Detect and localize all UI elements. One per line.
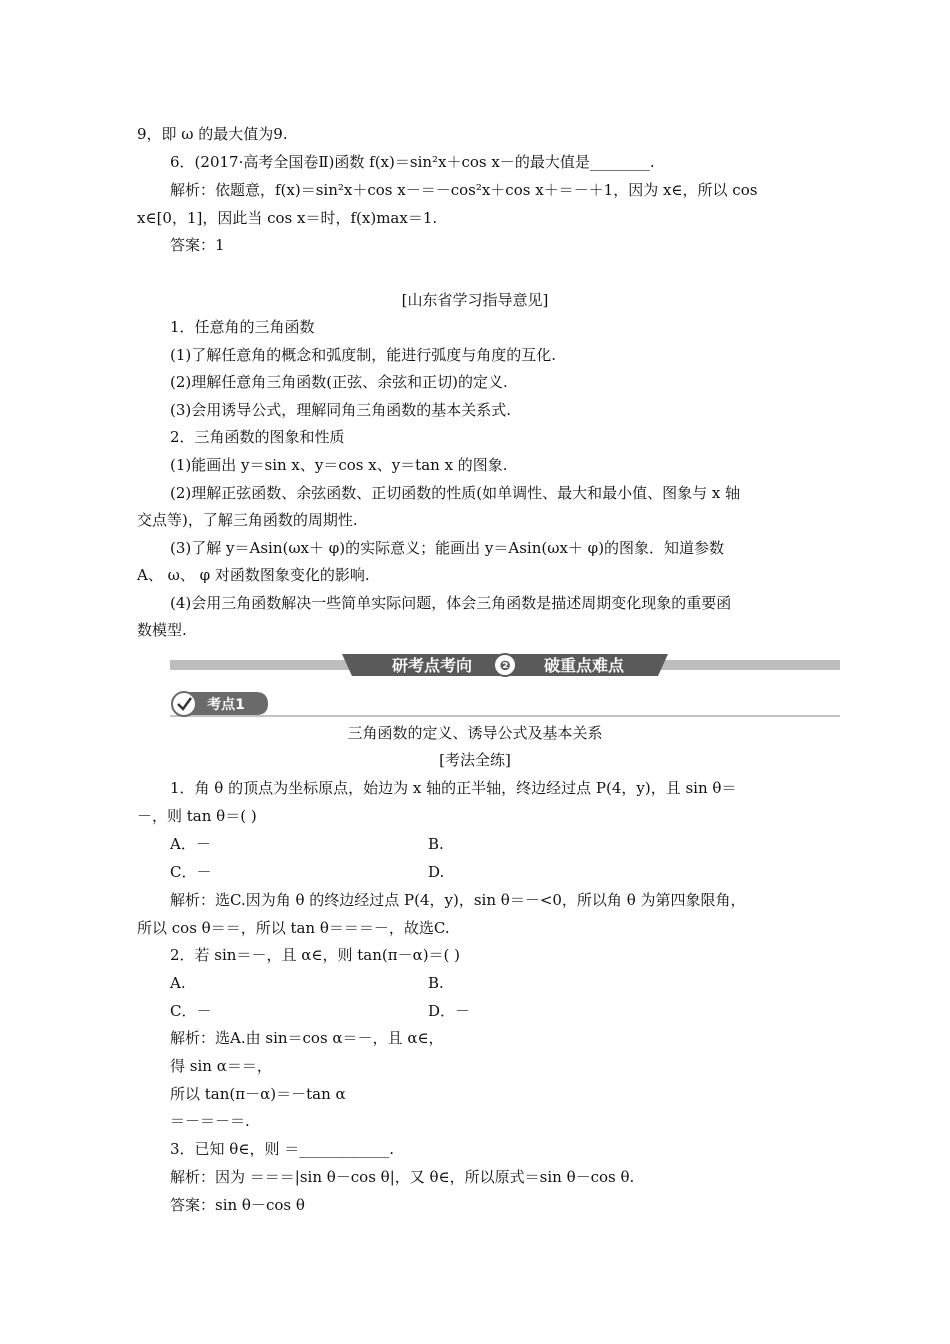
- solution-line: ＝－＝－＝.: [170, 1112, 250, 1130]
- text-line: －，则 tan θ＝( ): [137, 807, 257, 825]
- guide-line: 1．任意角的三角函数: [170, 318, 315, 336]
- guide-line: (1)能画出 y＝sin x、y＝cos x、y＝tan x 的图象.: [170, 456, 508, 474]
- option-d: D.: [428, 863, 445, 881]
- solution-line: 所以 tan(π－α)＝－tan α: [170, 1085, 346, 1103]
- question-3: 3．已知 θ∈，则 ＝____________.: [170, 1140, 394, 1158]
- section-title: 三角函数的定义、诱导公式及基本关系: [347, 724, 603, 742]
- option-d: D．－: [428, 1002, 471, 1020]
- guide-line: (3)会用诱导公式，理解同角三角函数的基本关系式.: [170, 401, 512, 419]
- guide-line: (2)理解任意角三角函数(正弦、余弦和正切)的定义.: [170, 373, 508, 391]
- solution-line: 得 sin α＝＝，: [170, 1057, 272, 1075]
- text-line: 解析：依题意，f(x)＝sin²x＋cos x－＝－cos²x＋cos x＋＝－＋1，因为 x∈，所以 cos: [170, 181, 758, 199]
- text-line: x∈[0，1]，因此当 cos x＝时，f(x)max＝1.: [137, 209, 438, 227]
- guide-line: (4)会用三角函数解决一些简单实际问题，体会三角函数是描述周期变化现象的重要函: [170, 594, 732, 612]
- answer-line: 答案：sin θ－cos θ: [170, 1196, 305, 1214]
- guide-line: (2)理解正弦函数、余弦函数、正切函数的性质(如单调性、最大和最小值、图象与 x 轴: [170, 484, 741, 502]
- option-b: B.: [428, 835, 444, 853]
- answer-line: 答案：1: [170, 236, 225, 254]
- option-b: B.: [428, 974, 444, 992]
- solution-line: 解析：因为 ＝＝＝|sin θ－cos θ|，又 θ∈，所以原式＝sin θ－cos θ.: [170, 1168, 635, 1186]
- guide-line: 交点等)，了解三角函数的周期性.: [137, 511, 358, 529]
- banner-left-text: 研考点考向: [391, 656, 473, 675]
- option-c: C．－: [170, 1002, 212, 1020]
- kaodian-header: [170, 690, 840, 718]
- banner-right-text: 破重点难点: [543, 656, 625, 675]
- text-line: 9，即 ω 的最大值为9.: [137, 125, 288, 143]
- option-a: A．－: [170, 835, 211, 853]
- svg-text:❷: ❷: [499, 659, 511, 674]
- section-banner: [170, 651, 840, 679]
- question-6: 6．(2017·高考全国卷Ⅱ)函数 f(x)＝sin²x＋cos x－的最大值是________.: [170, 153, 655, 171]
- question-2: 2．若 sin＝－，且 α∈，则 tan(π－α)＝( ): [170, 946, 461, 964]
- question-1: 1．角 θ 的顶点为坐标原点，始边为 x 轴的正半轴，终边经过点 P(4，y)，且 sin θ＝: [170, 779, 737, 797]
- guide-line: 2．三角函数的图象和性质: [170, 428, 345, 446]
- check-icon: [172, 692, 196, 716]
- solution-line: 解析：选C.因为角 θ 的终边经过点 P(4，y)，sin θ＝－<0，所以角 θ 为第四象限角，: [170, 891, 746, 909]
- option-c: C．－: [170, 863, 212, 881]
- solution-line: 所以 cos θ＝＝，所以 tan θ＝＝＝－，故选C.: [137, 919, 450, 937]
- guide-line: A、 ω、 φ 对函数图象变化的影响.: [137, 566, 370, 584]
- kaodian-label: 考点1: [207, 697, 245, 713]
- solution-line: 解析：选A.由 sin＝cos α＝－，且 α∈，: [170, 1029, 444, 1047]
- section-subtitle: [考法全练]: [439, 751, 511, 769]
- guide-line: 数模型.: [137, 621, 187, 639]
- guide-title: [山东省学习指导意见]: [401, 291, 549, 309]
- guide-line: (1)了解任意角的概念和弧度制，能进行弧度与角度的互化.: [170, 346, 557, 364]
- option-a: A.: [170, 974, 186, 992]
- guide-line: (3)了解 y＝Asin(ωx＋ φ)的实际意义；能画出 y＝Asin(ωx＋ φ)的图象．知道参数: [170, 539, 725, 557]
